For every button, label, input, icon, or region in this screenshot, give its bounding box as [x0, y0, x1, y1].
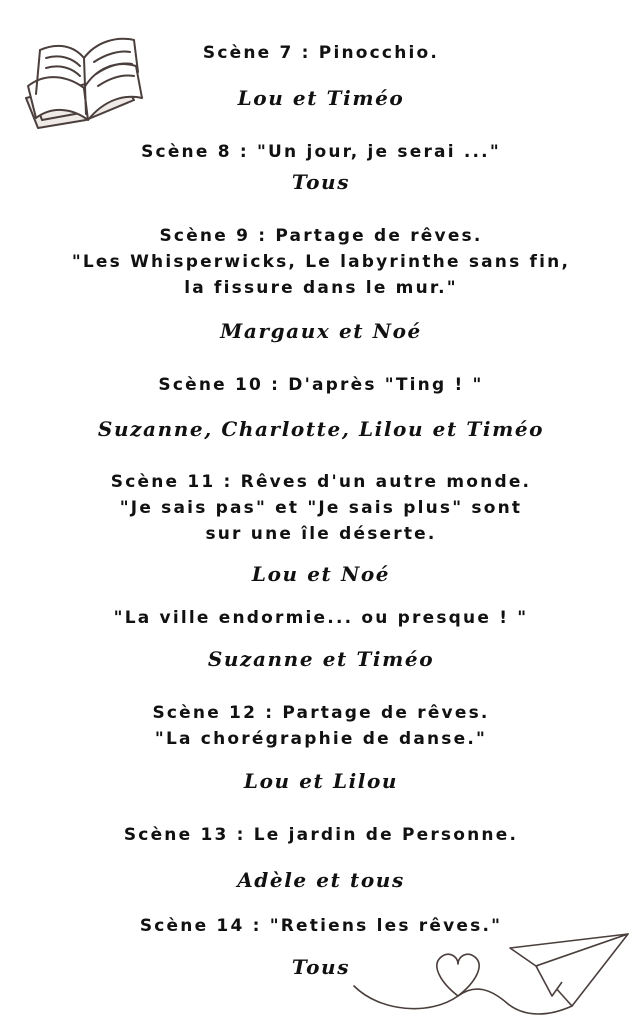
scene-11-line-2: "Je sais pas" et "Je sais plus" sont [119, 498, 523, 518]
scene-12-line-2: "La chorégraphie de danse." [154, 729, 488, 749]
scene-12-title: Scène 12 : Partage de rêves. [152, 703, 490, 723]
scene-7-cast: Lou et Timéo [237, 86, 405, 110]
scene-12-cast: Lou et Lilou [243, 769, 399, 793]
scene-11-title: Scène 11 : Rêves d'un autre monde. [110, 472, 532, 492]
paper-plane-trail [340, 926, 640, 1022]
scene-10-cast: Suzanne, Charlotte, Lilou et Timéo [97, 417, 545, 441]
scene-9-line-2: "Les Whisperwicks, Le labyrinthe sans fin, [71, 252, 571, 272]
scene-9-line-3: la fissure dans le mur." [184, 278, 458, 298]
scene-14-title: Scène 14 : "Retiens les rêves." [139, 916, 503, 936]
scene-14-cast: Tous [291, 955, 351, 979]
paper-plane-icon [510, 934, 628, 1006]
scene-11-line-3: sur une île déserte. [205, 524, 437, 544]
scene-13-title: Scène 13 : Le jardin de Personne. [123, 825, 519, 845]
scene-9-cast: Margaux et Noé [220, 319, 422, 343]
scene-10-title: Scène 10 : D'après "Ting ! " [158, 375, 484, 395]
scene-7-title: Scène 7 : Pinocchio. [202, 43, 440, 63]
scene-8-title: Scène 8 : "Un jour, je serai ..." [141, 142, 501, 162]
scene-11b-title: "La ville endormie... ou presque ! " [113, 608, 529, 628]
scene-11-cast: Lou et Noé [251, 562, 391, 586]
scene-8-cast: Tous [291, 170, 351, 194]
scene-11b-cast: Suzanne et Timéo [207, 647, 435, 671]
scene-13-cast: Adèle et tous [237, 868, 405, 892]
scene-9-title: Scène 9 : Partage de rêves. [159, 226, 483, 246]
